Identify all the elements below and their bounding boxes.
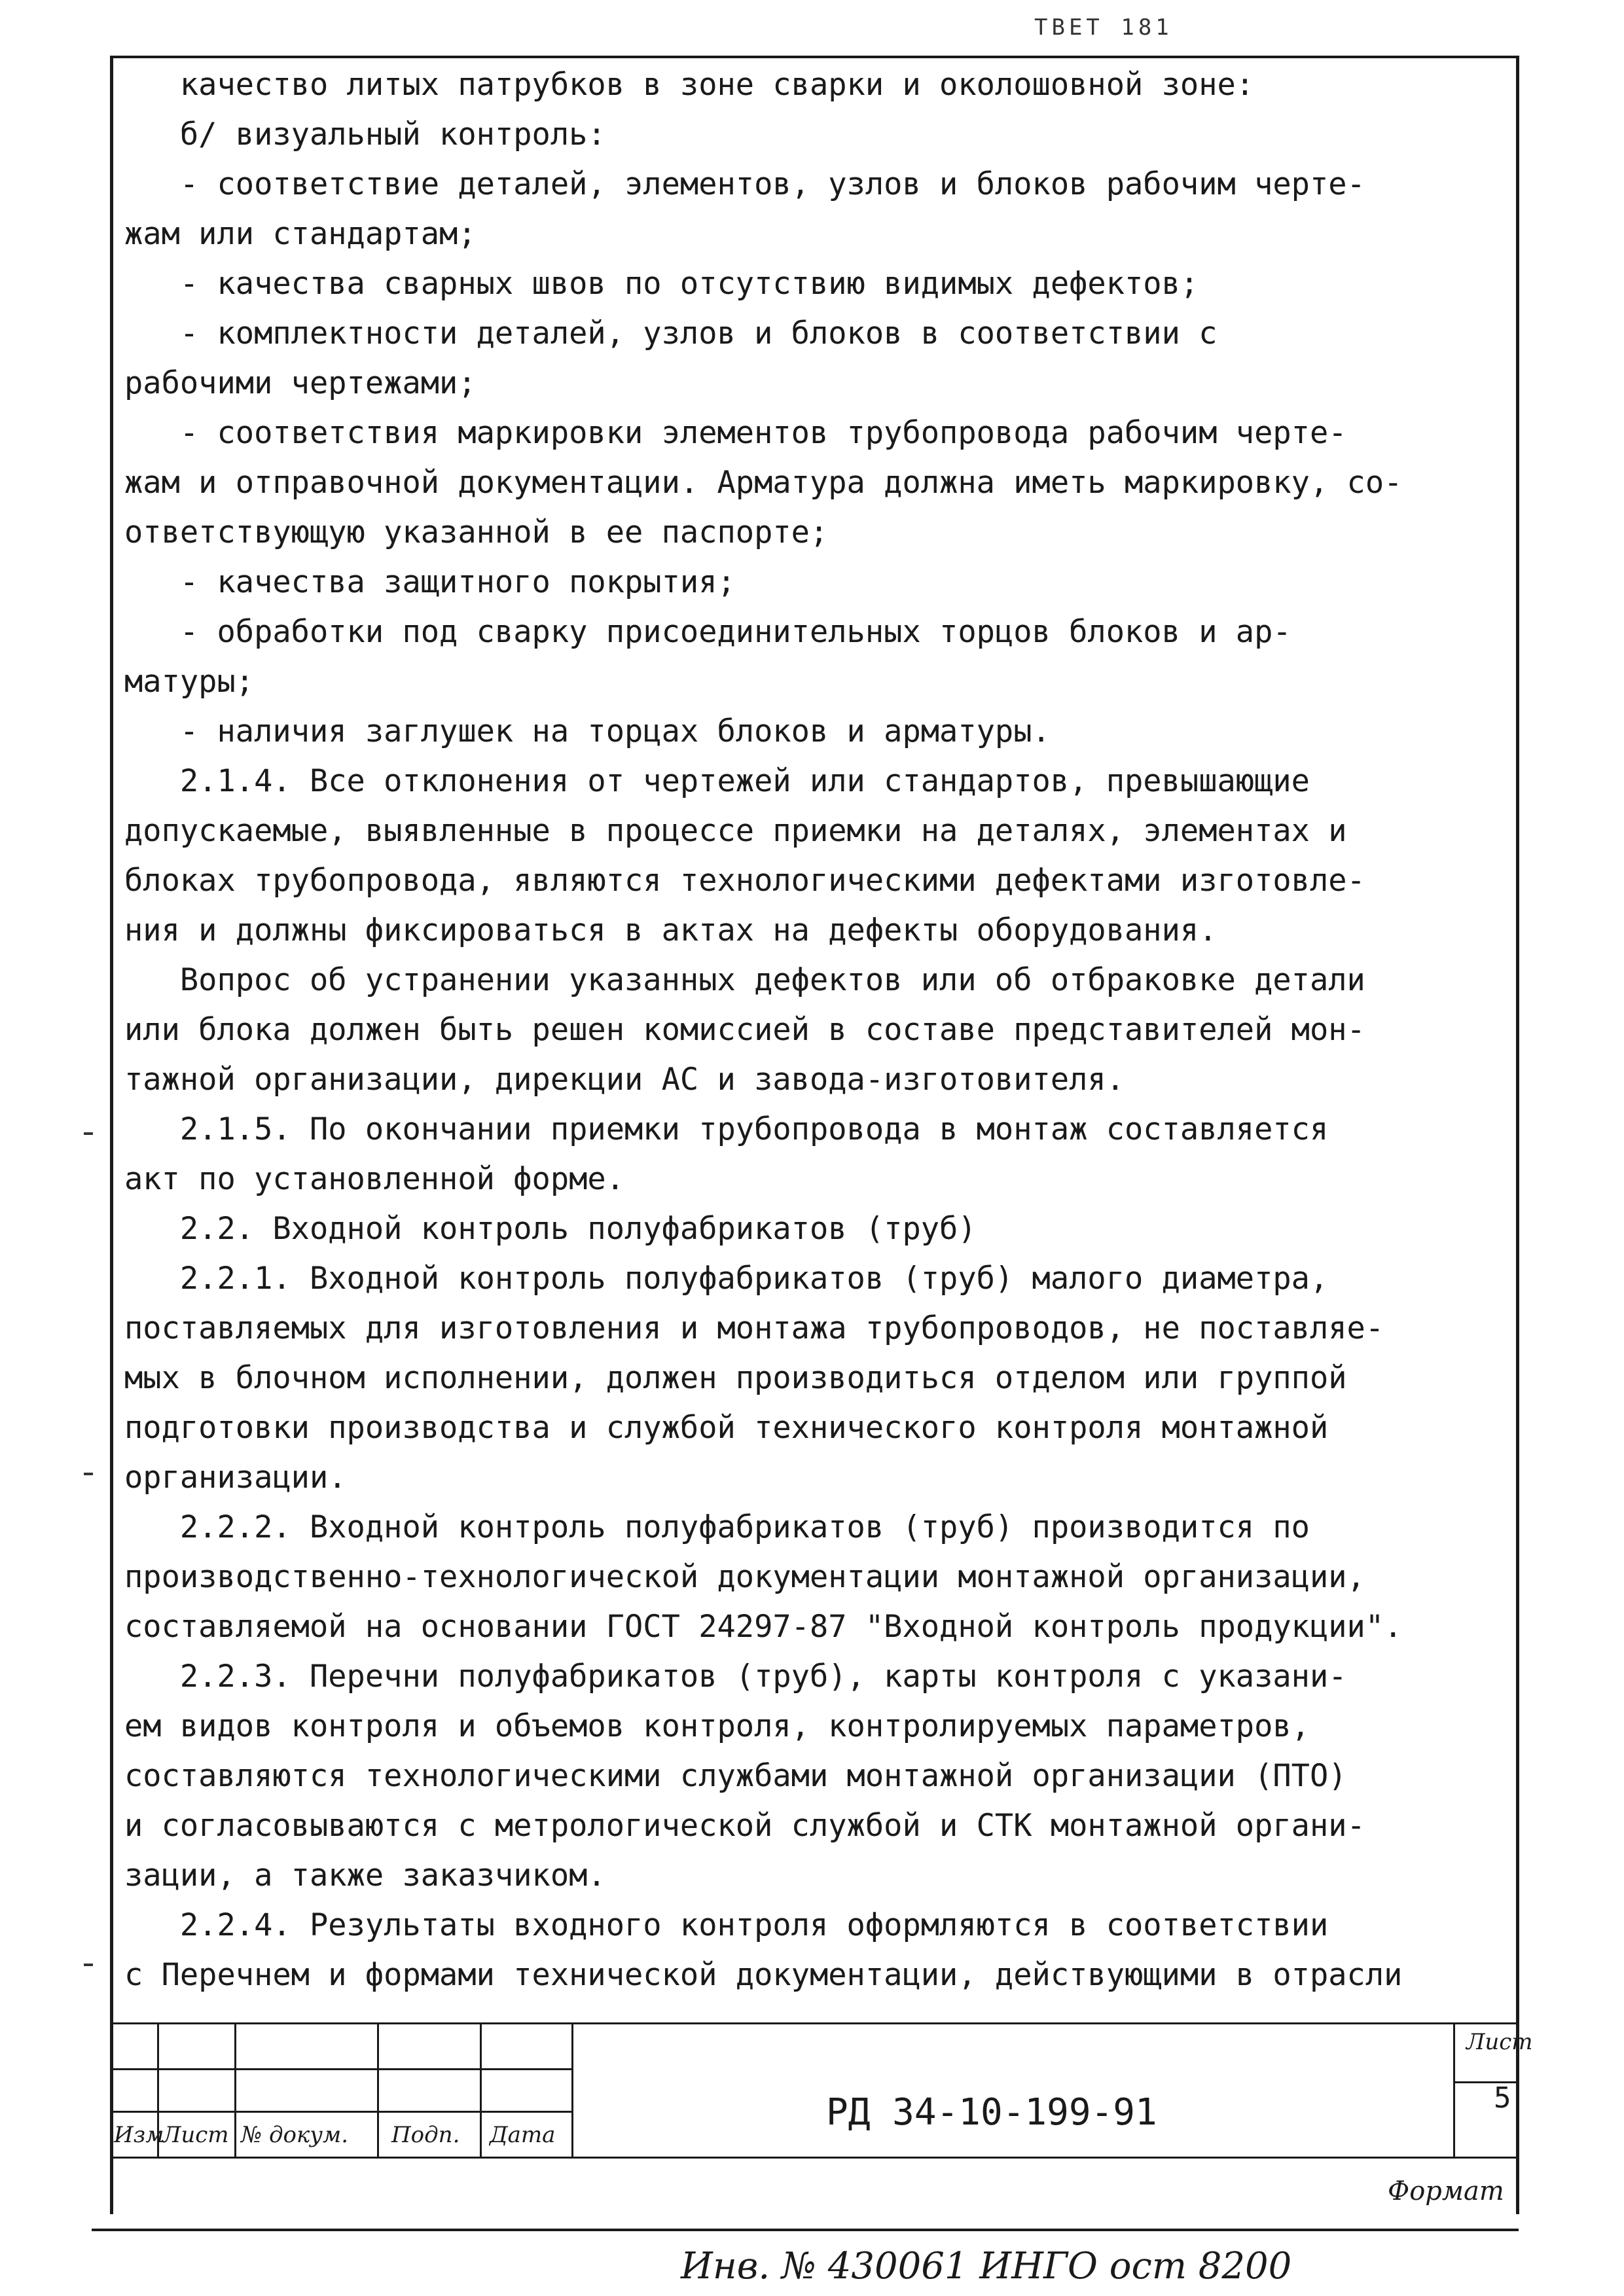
text-line: 2.1.4. Все отклонения от чертежей или стандартов, превышающие (124, 763, 1310, 799)
text-line: 2.2.3. Перечни полуфабрикатов (труб), карты контроля с указани- (124, 1659, 1347, 1695)
stamp-divider (1453, 2022, 1455, 2159)
text-line: составляются технологическими службами монтажной организации (ПТО) (124, 1758, 1347, 1794)
section-heading: 2.2. Входной контроль полуфабрикатов (труб) (124, 1211, 977, 1247)
stamp-header-signature: Подп. (391, 2122, 460, 2148)
text-line: зации, а также заказчиком. (124, 1857, 606, 1893)
text-line: и согласовываются с метрологической службой и СТК монтажной органи- (124, 1808, 1365, 1844)
text-line: - комплектности деталей, узлов и блоков в соответствии с (124, 315, 1218, 351)
bottom-rule (92, 2229, 1519, 2231)
text-line: ответствующую указанной в ее паспорте; (124, 514, 829, 550)
inventory-number: Инв. № 430061 ИНГО ост 8200 (681, 2245, 1292, 2287)
stamp-rule (110, 2068, 571, 2070)
text-line: производственно-технологической документации монтажной организации, (124, 1559, 1365, 1595)
text-line: - соответствие деталей, элементов, узлов и блоков рабочим черте- (124, 166, 1365, 202)
stamp-rule (110, 2111, 571, 2113)
margin-tick (84, 1473, 93, 1475)
text-line: допускаемые, выявленные в процессе приемки на деталях, элементах и (124, 813, 1347, 849)
text-line: 2.2.1. Входной контроль полуфабрикатов (труб) малого диаметра, (124, 1261, 1329, 1297)
text-line: качество литых патрубков в зоне сварки и околошовной зоне: (124, 67, 1255, 103)
header-stub: ТВЕТ 181 (1034, 14, 1173, 41)
text-line: ния и должны фиксироваться в актах на дефекты оборудования. (124, 912, 1218, 948)
stamp-header-date: Дата (490, 2122, 556, 2148)
text-line: Вопрос об устранении указанных дефектов или об отбраковке детали (124, 962, 1365, 998)
text-line: составляемой на основании ГОСТ 24297-87 "Входной контроль продукции". (124, 1609, 1403, 1645)
text-line: 2.1.5. По окончании приемки трубопровода в монтаж составляется (124, 1111, 1329, 1147)
stamp-border (110, 2157, 1516, 2159)
stamp-header-docnum: № докум. (241, 2122, 349, 2148)
text-line: - наличия заглушек на торцах блоков и арматуры. (124, 713, 1051, 749)
margin-tick (84, 1132, 93, 1135)
text-line: рабочими чертежами; (124, 365, 477, 401)
text-line: жам или стандартам; (124, 216, 477, 252)
stamp-border (110, 2022, 1516, 2024)
text-line: - качества сварных швов по отсутствию видимых дефектов; (124, 266, 1199, 302)
format-label: Формат (1388, 2176, 1504, 2206)
text-line: - соответствия маркировки элементов трубопровода рабочим черте- (124, 415, 1347, 451)
margin-tick (84, 1964, 93, 1966)
text-line: - обработки под сварку присоединительных торцов блоков и ар- (124, 614, 1291, 650)
document-number: РД 34-10-199-91 (826, 2091, 1157, 2134)
text-line: - качества защитного покрытия; (124, 564, 736, 600)
stamp-header-change: Изм (114, 2122, 164, 2148)
text-line: ем видов контроля и объемов контроля, контролируемых параметров, (124, 1708, 1310, 1744)
stamp-divider (571, 2022, 573, 2159)
text-line: акт по установленной форме. (124, 1161, 625, 1197)
text-line: мых в блочном исполнении, должен производиться отделом или группой (124, 1360, 1347, 1396)
text-line: жам и отправочной документации. Арматура должна иметь маркировку, со- (124, 465, 1403, 501)
text-line: 2.2.4. Результаты входного контроля оформляются в соответствии (124, 1907, 1329, 1943)
text-line: матуры; (124, 664, 255, 700)
stamp-divider (377, 2022, 379, 2159)
document-body (124, 60, 1506, 2000)
title-block-stamp (110, 2022, 1516, 2160)
text-line: тажной организации, дирекции АС и завода-изготовителя. (124, 1062, 1125, 1098)
stamp-header-sheet: Лист (162, 2122, 229, 2148)
text-line: 2.2.2. Входной контроль полуфабрикатов (труб) производится по (124, 1509, 1310, 1545)
text-line: с Перечнем и формами технической документации, действующими в отрасли (124, 1957, 1403, 1993)
text-line: или блока должен быть решен комиссией в составе представителей мон- (124, 1012, 1365, 1048)
text-line: подготовки производства и службой технического контроля монтажной (124, 1410, 1329, 1446)
text-line: поставляемых для изготовления и монтажа трубопроводов, не поставляе- (124, 1310, 1384, 1346)
sheet-label: Лист (1466, 2029, 1533, 2055)
text-line: блоках трубопровода, являются технологическими дефектами изготовле- (124, 863, 1365, 899)
stamp-divider (480, 2022, 482, 2159)
stamp-divider (234, 2022, 236, 2159)
text-line: организации. (124, 1460, 347, 1496)
sheet-number: 5 (1494, 2081, 1511, 2115)
text-line: б/ визуальный контроль: (124, 117, 606, 152)
